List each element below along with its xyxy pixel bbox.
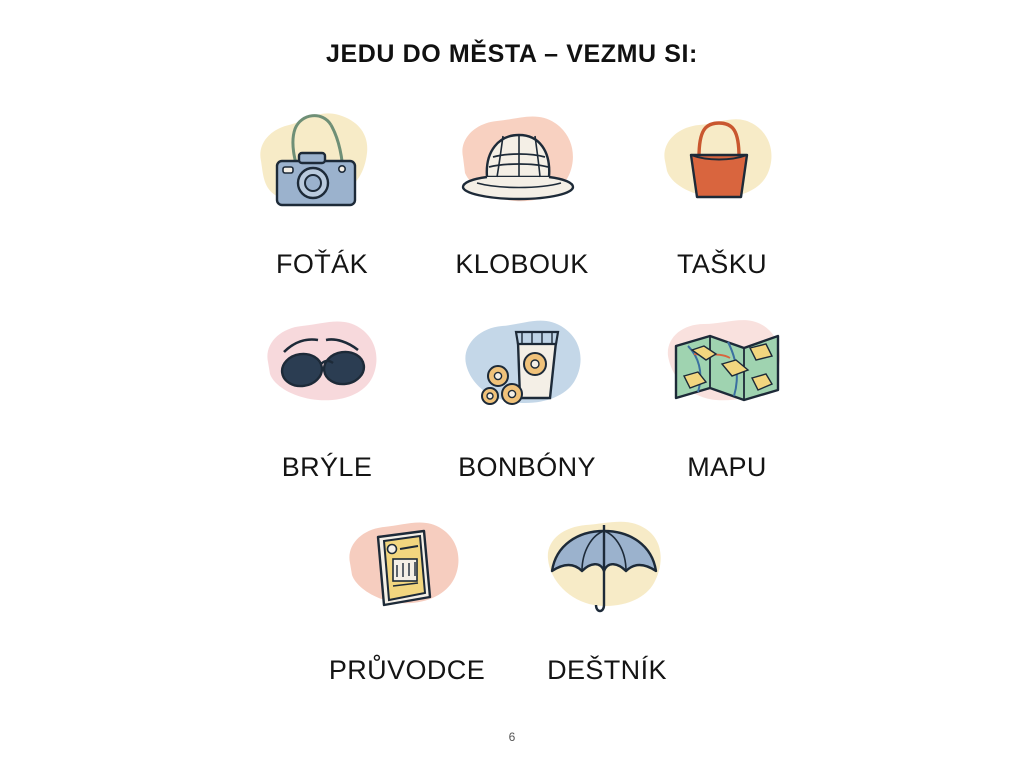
list-item-label: BONBÓNY xyxy=(458,452,596,482)
list-item[interactable] xyxy=(622,95,822,280)
umbrella-icon xyxy=(512,501,702,641)
items-row xyxy=(30,298,1024,483)
guidebook-icon xyxy=(312,501,502,641)
list-item-label: MAPU xyxy=(687,452,767,482)
list-item-label: FOŤÁK xyxy=(275,249,368,279)
list-item[interactable] xyxy=(307,501,507,686)
list-item[interactable] xyxy=(427,298,627,483)
list-item[interactable] xyxy=(627,298,827,483)
list-item-label: PRŮVODCE xyxy=(328,655,486,685)
list-item[interactable] xyxy=(227,298,427,483)
list-item-label: BRÝLE xyxy=(281,452,373,482)
list-item-label: TAŠKU xyxy=(676,249,767,279)
map-icon xyxy=(632,298,822,438)
list-item[interactable] xyxy=(422,95,622,280)
list-item-label: DEŠTNÍK xyxy=(547,655,667,685)
list-item[interactable] xyxy=(222,95,422,280)
items-row xyxy=(0,501,1024,686)
camera-icon xyxy=(227,95,417,235)
items-grid xyxy=(0,95,1024,686)
sunglasses-icon xyxy=(232,298,422,438)
handbag-icon xyxy=(627,95,817,235)
page-number: 6 xyxy=(508,730,516,744)
list-item[interactable] xyxy=(507,501,707,686)
list-item-label: KLOBOUK xyxy=(455,249,589,279)
candy-bag-icon xyxy=(432,298,622,438)
items-row xyxy=(20,95,1024,280)
page-title: JEDU DO MĚSTA – VEZMU SI: xyxy=(326,40,698,68)
hat-icon xyxy=(427,95,617,235)
